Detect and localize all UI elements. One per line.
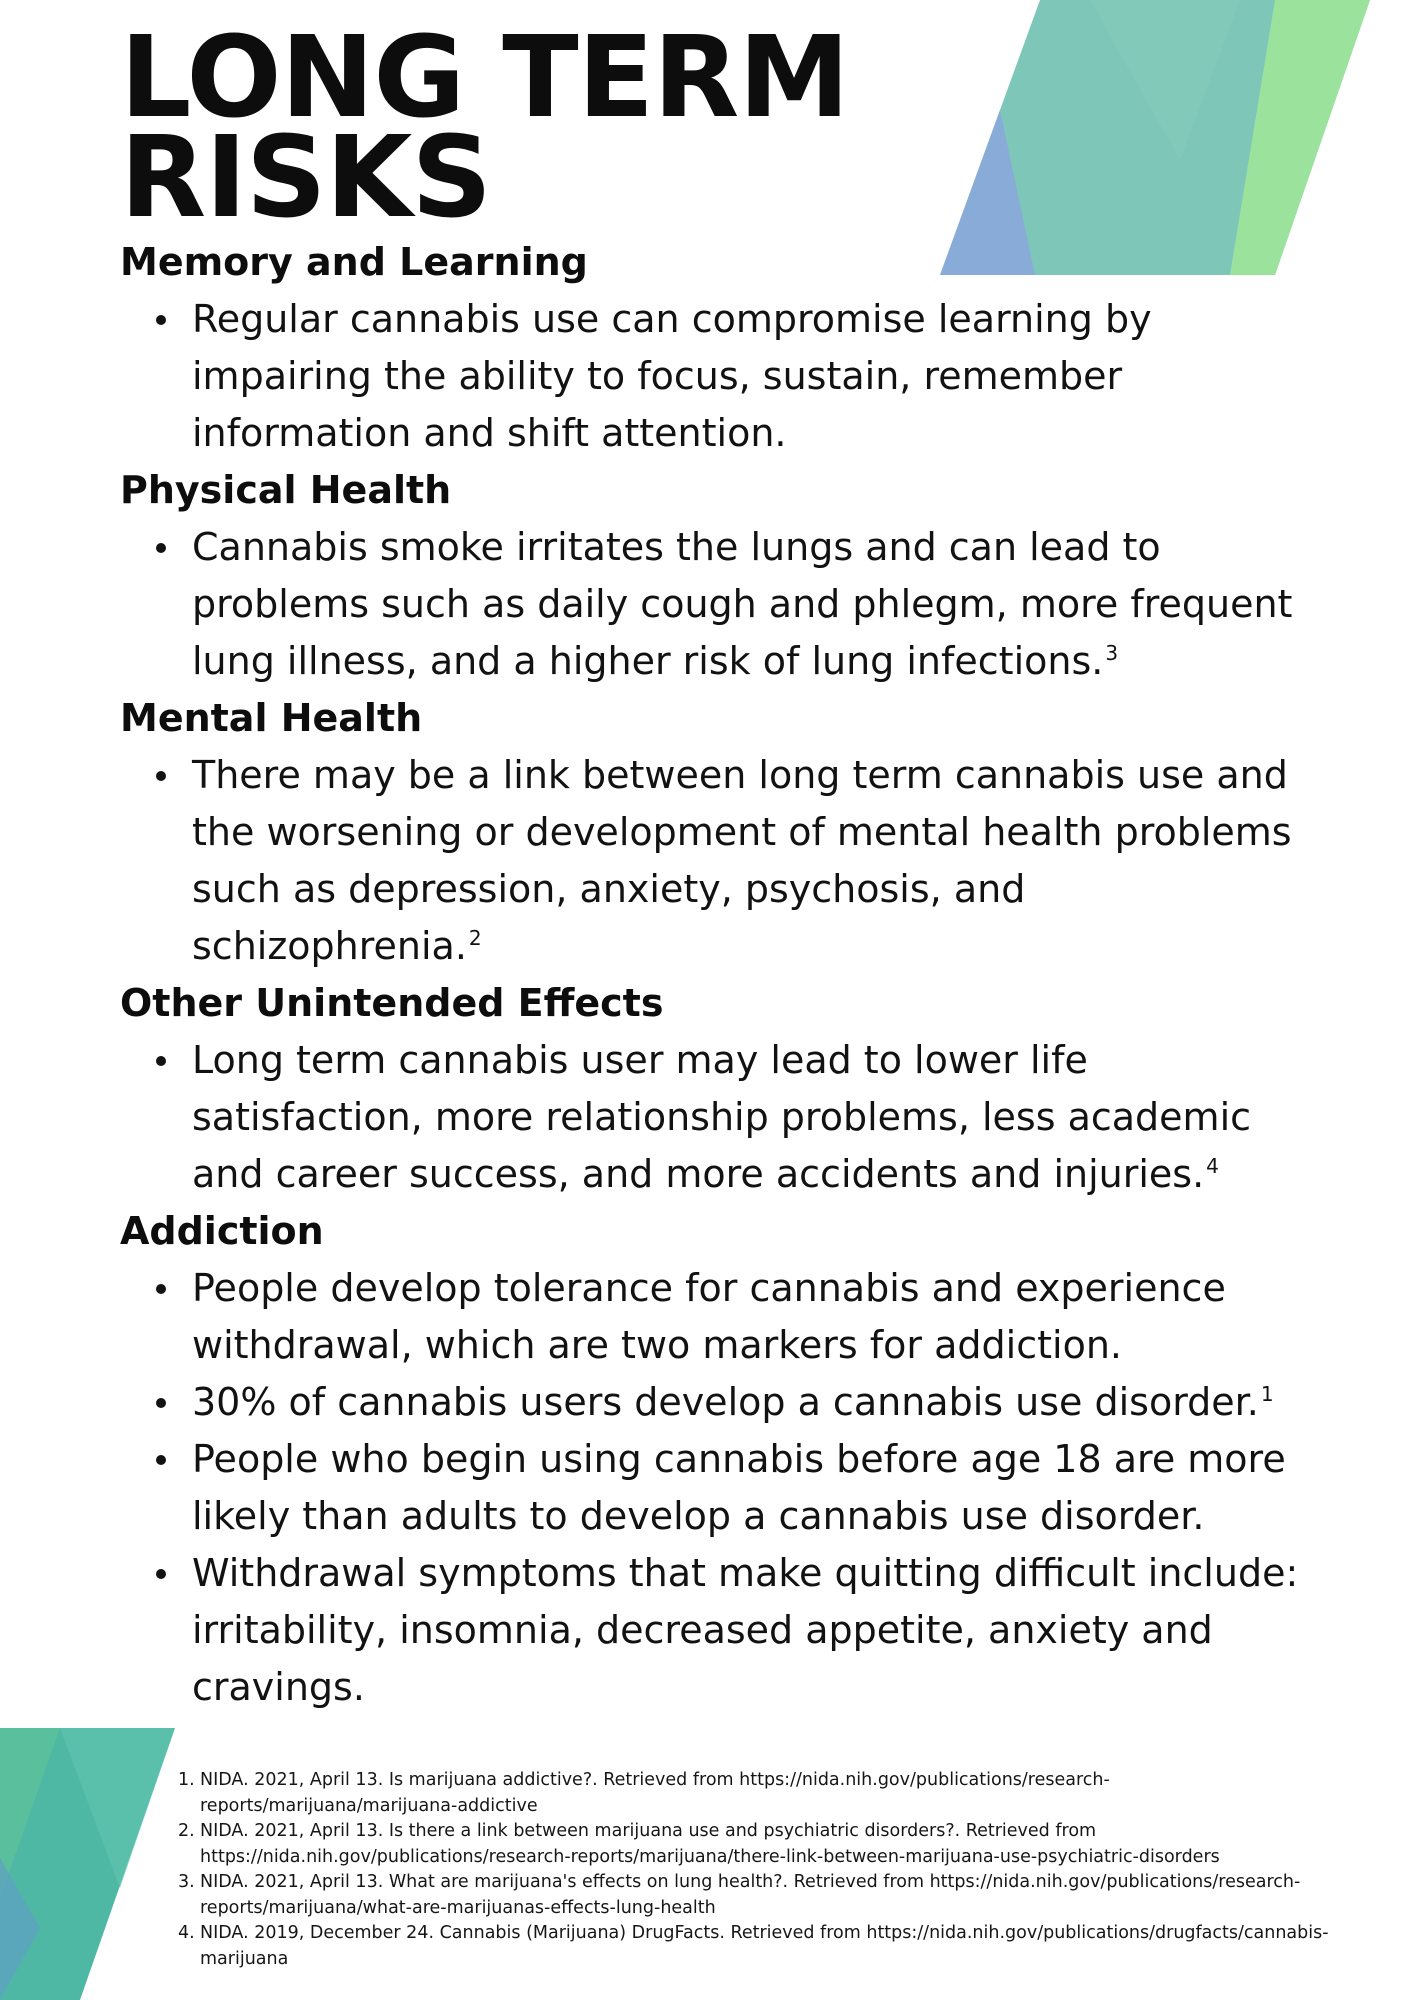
footnote-marker: 2	[468, 926, 482, 951]
bullet-text: There may be a link between long term cannabis use and the worsening or development of mental health problems such as depression, anxiety, psychosis, and schizophrenia.	[192, 753, 1292, 968]
section-memory-and-learning	[120, 234, 1300, 462]
bullet-text: Cannabis smoke irritates the lungs and can lead to problems such as daily cough and phlegm, more frequent lung illness, and a higher risk of lung infections.	[192, 525, 1293, 683]
bullet-list	[120, 1032, 1300, 1203]
bullet-icon	[156, 771, 166, 781]
list-item	[120, 1374, 1300, 1431]
section-other-unintended-effects	[120, 975, 1300, 1203]
section-mental-health	[120, 690, 1300, 975]
section-heading: Other Unintended Effects	[120, 981, 664, 1025]
footnote-marker: 3	[1105, 641, 1119, 666]
section-heading: Physical Health	[120, 468, 452, 512]
section-heading: Addiction	[120, 1209, 324, 1253]
references-list	[178, 1768, 1338, 1972]
section-heading: Mental Health	[120, 696, 423, 740]
reference-text: NIDA. 2021, April 13. Is there a link between marijuana use and psychiatric disorders?. Retrieved from https://nida.nih.gov/publications/research-reports/marijuana/there-link-between-marijuana-use-psychiatric-disorders	[200, 1821, 1220, 1867]
footnote-marker: 4	[1206, 1154, 1219, 1179]
bullet-text: Withdrawal symptoms that make quitting difficult include: irritability, insomnia, decreased appetite, anxiety and cravings.	[192, 1551, 1299, 1709]
bullet-text: 30% of cannabis users develop a cannabis use disorder.	[192, 1380, 1259, 1424]
reference-number: 1.	[178, 1770, 195, 1790]
reference-text: NIDA. 2019, December 24. Cannabis (Marijuana) DrugFacts. Retrieved from https://nida.nih.gov/publications/drugfacts/cannabis-marijuana	[200, 1923, 1329, 1969]
bullet-icon	[156, 1056, 166, 1066]
bullet-list	[120, 747, 1300, 975]
reference-number: 2.	[178, 1821, 195, 1841]
section-addiction	[120, 1203, 1300, 1716]
reference-text: NIDA. 2021, April 13. What are marijuana's effects on lung health?. Retrieved from https://nida.nih.gov/publications/research-reports/marijuana/what-are-marijuanas-effects-lung-health	[200, 1872, 1301, 1918]
reference-item	[178, 1768, 1338, 1819]
reference-text: NIDA. 2021, April 13. Is marijuana addictive?. Retrieved from https://nida.nih.gov/publications/research-reports/marijuana/marijuana-addictive	[200, 1770, 1110, 1816]
bullet-list	[120, 519, 1300, 690]
bullet-icon	[156, 1569, 166, 1579]
reference-item	[178, 1870, 1338, 1921]
reference-number: 4.	[178, 1923, 195, 1943]
title-line-1: LONG TERM	[120, 13, 849, 143]
list-item	[120, 1431, 1300, 1545]
list-item	[120, 1545, 1300, 1716]
bullet-icon	[156, 543, 166, 553]
section-heading: Memory and Learning	[120, 240, 588, 284]
bullet-text: Regular cannabis use can compromise learning by impairing the ability to focus, sustain, remember information and shift attention.	[192, 297, 1152, 455]
title-line-2: RISKS	[120, 113, 492, 243]
bullet-text: Long term cannabis user may lead to lower life satisfaction, more relationship problems, less academic and career success, and more accidents and injuries.	[192, 1038, 1252, 1196]
list-item	[120, 1032, 1300, 1203]
list-item	[120, 291, 1300, 462]
bottom-left-gradient-decoration	[0, 1728, 175, 2000]
bullet-icon	[156, 1455, 166, 1465]
risk-sections	[120, 234, 1300, 1716]
bullet-text: People who begin using cannabis before age 18 are more likely than adults to develop a cannabis use disorder.	[192, 1437, 1286, 1538]
page-title	[120, 13, 849, 243]
bullet-icon	[156, 1284, 166, 1294]
reference-item	[178, 1819, 1338, 1870]
bullet-list	[120, 1260, 1300, 1716]
bullet-icon	[156, 1398, 166, 1408]
reference-item	[178, 1921, 1338, 1972]
list-item	[120, 1260, 1300, 1374]
list-item	[120, 519, 1300, 690]
list-item	[120, 747, 1300, 975]
bullet-icon	[156, 315, 166, 325]
bullet-text: People develop tolerance for cannabis and experience withdrawal, which are two markers for addiction.	[192, 1266, 1226, 1367]
section-physical-health	[120, 462, 1300, 690]
footnote-marker: 1	[1260, 1382, 1274, 1407]
bullet-list	[120, 291, 1300, 462]
reference-number: 3.	[178, 1872, 195, 1892]
